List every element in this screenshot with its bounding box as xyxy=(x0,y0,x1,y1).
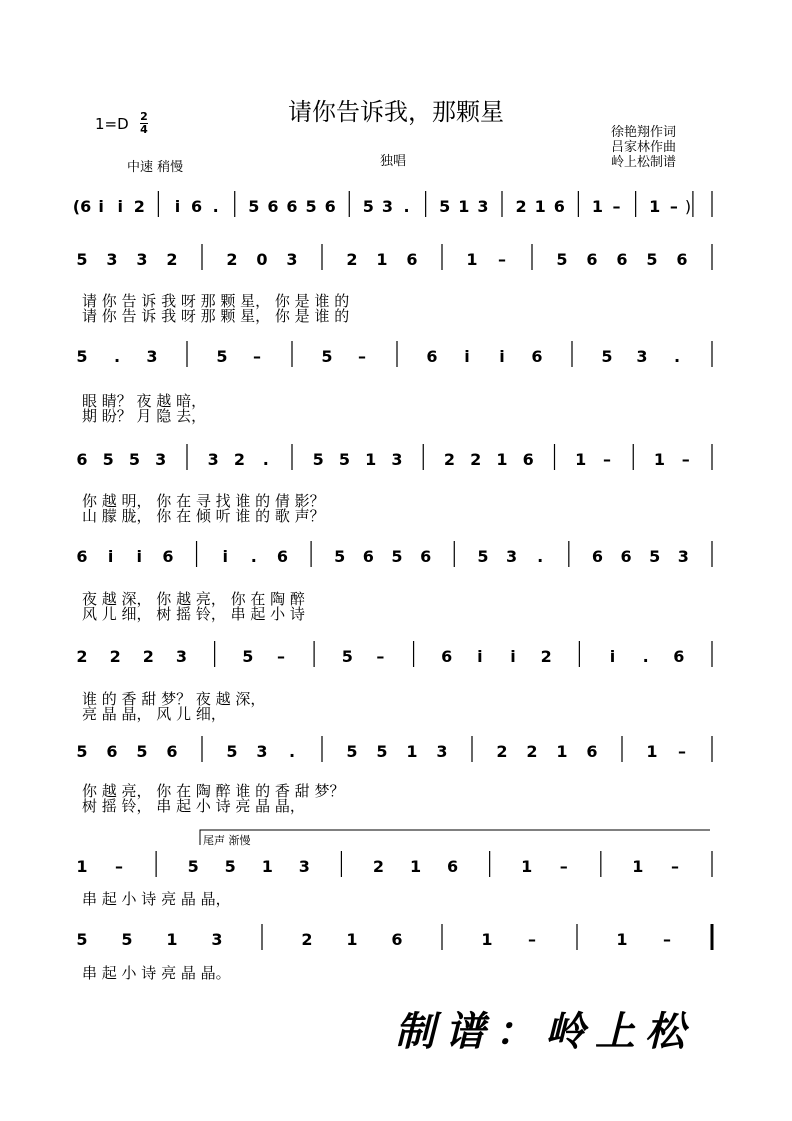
note: 1 xyxy=(481,930,493,949)
note: 6 xyxy=(267,197,279,216)
note: 5 xyxy=(248,197,260,216)
note: . xyxy=(212,197,219,216)
notation-line xyxy=(76,541,712,567)
lyric-line: 你 越 明， 你 在 寻 找 谁 的 倩 影？ xyxy=(82,492,325,510)
notation-line xyxy=(76,341,712,367)
note: 6 xyxy=(406,250,418,269)
note: – xyxy=(663,930,671,949)
note: 5 xyxy=(242,647,254,666)
note: 5 xyxy=(76,347,88,366)
note: 6 xyxy=(676,250,688,269)
note: 3 xyxy=(106,250,118,269)
note: 5 xyxy=(216,347,228,366)
note: 6 xyxy=(190,197,203,216)
note: 5 xyxy=(362,197,374,216)
note: i xyxy=(98,197,104,216)
note: 1 xyxy=(346,930,358,949)
note: – xyxy=(603,450,611,469)
note: 6 xyxy=(531,347,543,366)
note: 3 xyxy=(146,347,158,366)
lyric-line: 串 起 小 诗 亮 晶 晶， xyxy=(82,890,231,908)
note: 1 xyxy=(591,197,604,216)
notation-line xyxy=(76,736,712,762)
lyric-line: 你 越 亮， 你 在 陶 醉 谁 的 香 甜 梦？ xyxy=(82,782,345,800)
notation-line xyxy=(76,924,712,950)
note: 5 xyxy=(102,450,114,469)
lyric-line: 山 朦 胧， 你 在 倾 听 谁 的 歌 声？ xyxy=(82,507,325,525)
lyric-line: 串 起 小 诗 亮 晶 晶。 xyxy=(82,964,231,982)
note: 2 xyxy=(76,647,88,666)
note: 6 xyxy=(673,647,685,666)
lyric-line: 期 盼？ 月 隐 去， xyxy=(82,407,207,425)
note: 6 xyxy=(276,547,289,566)
note: 5 xyxy=(224,857,236,876)
note: – xyxy=(253,347,261,366)
note: 1 xyxy=(76,857,88,876)
note: 1 xyxy=(616,930,628,949)
note: 3 xyxy=(136,250,148,269)
note: 5 xyxy=(341,647,353,666)
note: 5 xyxy=(121,930,133,949)
note: 2 xyxy=(515,197,527,216)
note: 1 xyxy=(409,857,422,876)
note: 2 xyxy=(142,647,154,666)
coda-bracket xyxy=(200,830,710,845)
note: – xyxy=(115,857,124,876)
note: 1 xyxy=(365,450,377,469)
note: 5 xyxy=(391,547,403,566)
notation-line xyxy=(73,191,712,217)
note: i xyxy=(477,647,483,666)
note: 3 xyxy=(207,450,219,469)
note: 3 xyxy=(256,742,268,761)
note: 3 xyxy=(391,450,403,469)
note: 6 xyxy=(447,857,459,876)
note: 5 xyxy=(334,547,346,566)
note: 3 xyxy=(477,197,489,216)
note: – xyxy=(669,197,678,216)
note: 5 xyxy=(305,197,317,216)
note: 1 xyxy=(261,857,273,876)
note: 5 xyxy=(321,347,333,366)
song-title: 请你告诉我，那颗星 xyxy=(288,98,504,126)
note: 1 xyxy=(406,742,418,761)
note: 2 xyxy=(233,450,246,469)
lyric-line: 风 儿 细， 树 摇 铃， 串 起 小 诗 xyxy=(82,605,305,623)
note: 3 xyxy=(211,930,223,949)
note: – xyxy=(678,742,686,761)
note: . xyxy=(642,647,649,666)
close-paren: ) xyxy=(684,197,692,216)
note: . xyxy=(403,197,410,216)
note: 6 xyxy=(586,250,598,269)
note: 6 xyxy=(391,930,403,949)
note: 2 xyxy=(526,742,538,761)
notation-line xyxy=(76,444,712,470)
note: 2 xyxy=(372,857,385,876)
note: 1 xyxy=(632,857,644,876)
note: i xyxy=(174,197,181,216)
key-signature: 1=D xyxy=(95,115,129,133)
credit-arranger: 岭上松制谱 xyxy=(610,155,676,170)
note: 2 xyxy=(301,930,313,949)
note: 5 xyxy=(601,347,613,366)
note: . xyxy=(250,547,257,566)
note: 3 xyxy=(175,647,188,666)
note: . xyxy=(288,742,296,761)
note: 2 xyxy=(166,250,178,269)
note: 1 xyxy=(166,930,178,949)
note: 3 xyxy=(677,547,689,566)
note: 5 xyxy=(226,742,238,761)
notation-line xyxy=(76,244,712,270)
note: 6 xyxy=(426,347,438,366)
note: – xyxy=(528,930,536,949)
note: i xyxy=(464,347,470,366)
note: 5 xyxy=(556,250,568,269)
note: 6 xyxy=(166,742,178,761)
note: 1 xyxy=(646,742,658,761)
note: i xyxy=(107,547,114,566)
note: 1 xyxy=(376,250,388,269)
note: . xyxy=(262,450,269,469)
credit-lyricist: 徐艳翔作词 xyxy=(610,125,676,140)
time-signature-top: 2 xyxy=(140,110,148,123)
note: 5 xyxy=(439,197,451,216)
note: (6 xyxy=(72,197,92,216)
arranger-signature: 制谱：岭上松 xyxy=(395,1008,695,1055)
note: 6 xyxy=(522,450,534,469)
note: i xyxy=(222,547,228,566)
note: 6 xyxy=(324,197,336,216)
note: . xyxy=(537,547,544,566)
note: . xyxy=(113,347,121,366)
lyric-line: 请 你 告 诉 我 呀 那 颗 星， 你 是 谁 的 xyxy=(82,307,350,325)
note: i xyxy=(499,347,505,366)
note: 5 xyxy=(346,742,358,761)
note: 3 xyxy=(636,347,648,366)
note: – xyxy=(358,347,366,366)
note: 6 xyxy=(106,742,118,761)
note: 6 xyxy=(162,547,174,566)
note: – xyxy=(376,647,385,666)
note: 2 xyxy=(470,450,482,469)
notation-line xyxy=(76,641,712,667)
note: 2 xyxy=(443,450,456,469)
note: 6 xyxy=(620,547,632,566)
note: 2 xyxy=(226,250,238,269)
note: 5 xyxy=(76,250,88,269)
note: 1 xyxy=(521,857,533,876)
note: 1 xyxy=(649,197,661,216)
note: 1 xyxy=(458,197,470,216)
note: – xyxy=(612,197,621,216)
note: 6 xyxy=(76,450,88,469)
note: 3 xyxy=(381,197,394,216)
note: 6 xyxy=(420,547,432,566)
credit-composer: 吕家林作曲 xyxy=(610,140,676,155)
notation-line xyxy=(76,851,712,877)
note: 3 xyxy=(436,742,448,761)
note: i xyxy=(136,547,143,566)
note: 3 xyxy=(298,857,310,876)
tempo-marking: 中速 稍慢 xyxy=(127,160,184,175)
note: 2 xyxy=(540,647,552,666)
note: – xyxy=(276,647,285,666)
note: – xyxy=(498,250,506,269)
note: 2 xyxy=(109,647,121,666)
note: 1 xyxy=(466,250,478,269)
note: 1 xyxy=(653,450,666,469)
note: 6 xyxy=(441,647,453,666)
note: 2 xyxy=(133,197,145,216)
note: 6 xyxy=(286,197,298,216)
performance-type: 独唱 xyxy=(380,154,407,169)
note: – xyxy=(559,857,568,876)
note: 6 xyxy=(591,547,604,566)
note: 6 xyxy=(586,742,598,761)
note: 2 xyxy=(496,742,508,761)
lyric-line: 夜 越 深， 你 越 亮， 你 在 陶 醉 xyxy=(82,590,305,608)
note: 5 xyxy=(128,450,141,469)
note: 5 xyxy=(649,547,661,566)
lyric-line: 眼 睛？ 夜 越 暗， xyxy=(82,392,207,410)
lyric-line: 请 你 告 诉 我 呀 那 颗 星， 你 是 谁 的 xyxy=(82,292,350,310)
note: 5 xyxy=(312,450,324,469)
note: 1 xyxy=(496,450,508,469)
note: i xyxy=(609,647,616,666)
note: – xyxy=(681,450,690,469)
note: 5 xyxy=(477,547,489,566)
note: 6 xyxy=(553,197,565,216)
note: 3 xyxy=(155,450,167,469)
note: 5 xyxy=(187,857,199,876)
lyric-line: 谁 的 香 甜 梦？ 夜 越 深， xyxy=(82,690,266,708)
note: 6 xyxy=(616,250,628,269)
note: 1 xyxy=(575,450,587,469)
note: 5 xyxy=(76,930,88,949)
note: 5 xyxy=(376,742,388,761)
lyric-line: 亮 晶 晶， 风 儿 细， xyxy=(82,705,226,723)
time-signature-bottom: 4 xyxy=(140,123,148,136)
note: 6 xyxy=(362,547,374,566)
note: 3 xyxy=(505,547,518,566)
note: 1 xyxy=(556,742,568,761)
note: 2 xyxy=(346,250,358,269)
note: 5 xyxy=(646,250,658,269)
note: 1 xyxy=(534,197,546,216)
coda-label: 尾声 渐慢 xyxy=(203,834,251,847)
note: . xyxy=(673,347,681,366)
lyric-line: 树 摇 铃， 串 起 小 诗 亮 晶 晶， xyxy=(82,797,305,815)
note: 5 xyxy=(136,742,148,761)
note: 5 xyxy=(76,742,88,761)
note: i xyxy=(117,197,123,216)
note: i xyxy=(510,647,516,666)
note: 3 xyxy=(286,250,298,269)
note: – xyxy=(670,857,679,876)
note: 6 xyxy=(76,547,88,566)
note: 0 xyxy=(256,250,268,269)
note: 5 xyxy=(338,450,351,469)
